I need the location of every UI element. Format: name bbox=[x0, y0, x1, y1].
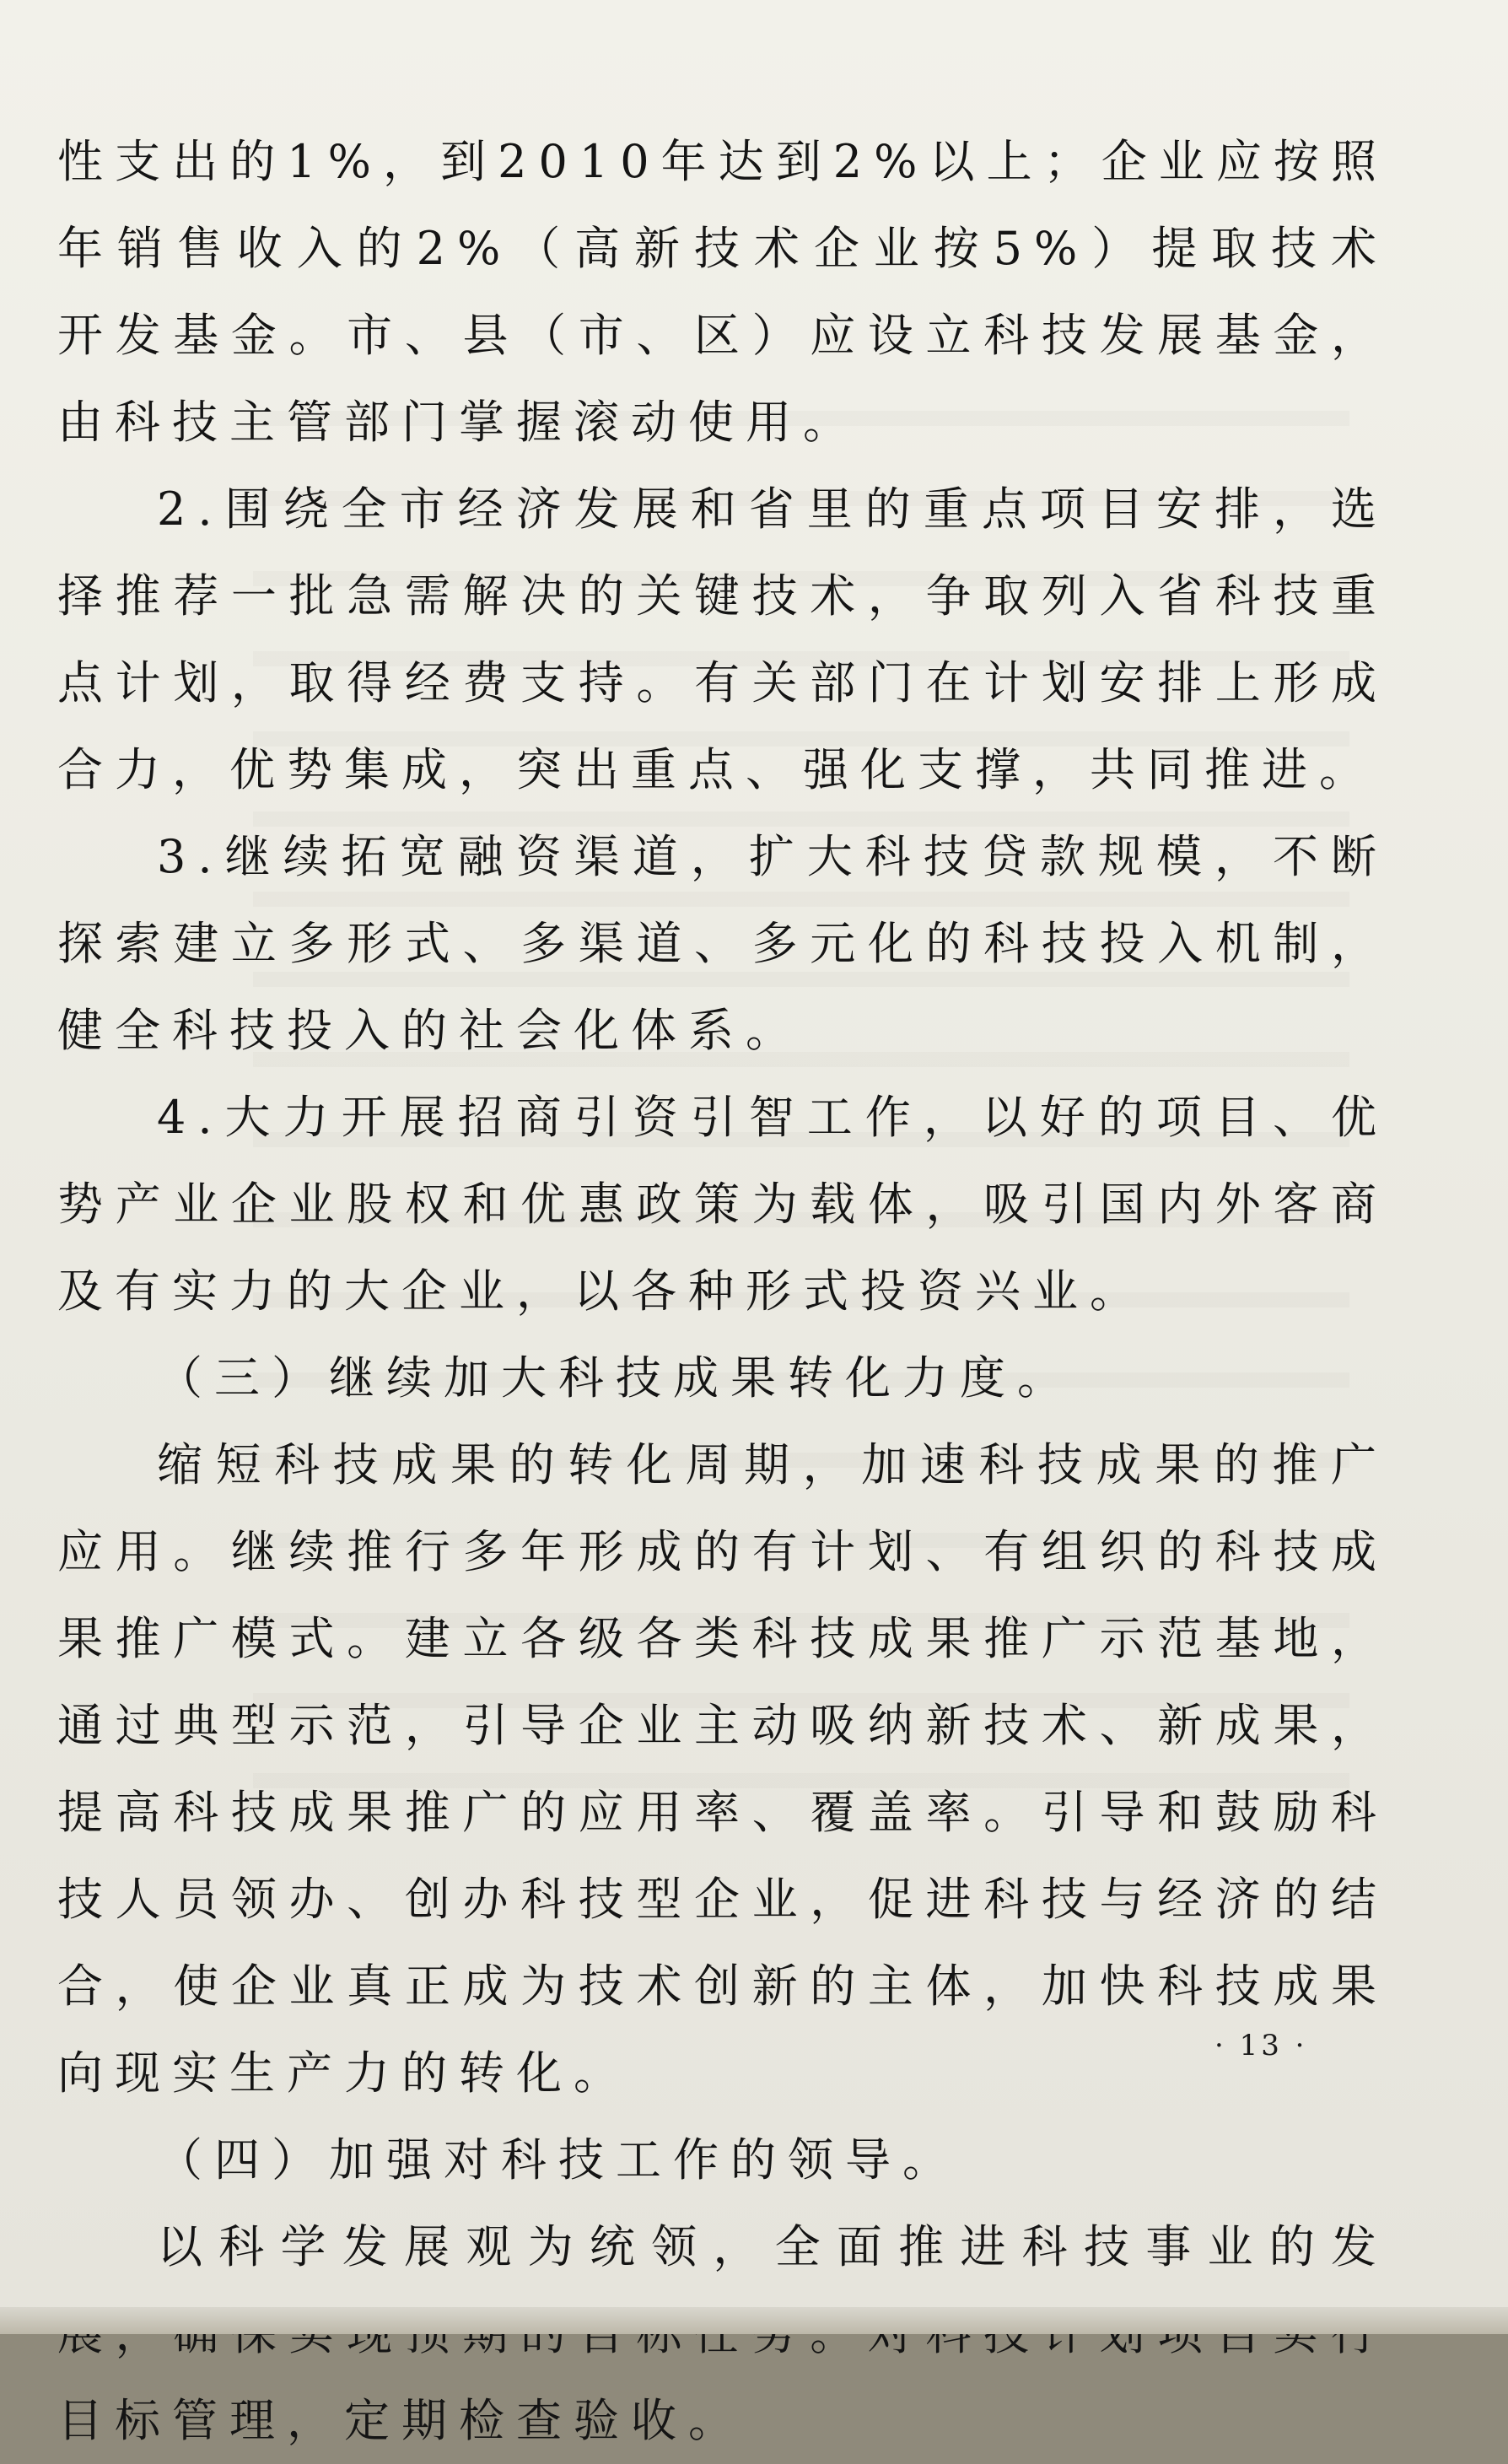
paragraph-funding-continued: 性支出的1%，到2010年达到2%以上；企业应按照年销售收入的2%（高新技术企业按5%）提取技术开发基金。市、县（市、区）应设立科技发展基金，由科技主管部门掌握滚动使用。 bbox=[57, 135, 1388, 449]
section-heading-3: （三）继续加大科技成果转化力度。 bbox=[157, 1351, 1074, 1405]
paragraph-item-3: 3.继续拓宽融资渠道，扩大科技贷款规模，不断探索建立多形式、多渠道、多元化的科技投入机制，健全科技投入的社会化体系。 bbox=[57, 830, 1388, 1057]
paragraph-transformation: 缩短科技成果的转化周期，加速科技成果的推广应用。继续推行多年形成的有计划、有组织的科技成果推广模式。建立各级各类科技成果推广示范基地，通过典型示范，引导企业主动吸纳新技术、新成果，提高科技成果推广的应用率、覆盖率。引导和鼓励科技人员领办、创办科技型企业，促进科技与经济的结合，使企业真正成为技术创新的主体，加快科技成果向现实生产力的转化。 bbox=[57, 1438, 1388, 2100]
body-text bbox=[57, 118, 1388, 2464]
paragraph-item-4: 4.大力开展招商引资引智工作，以好的项目、优势产业企业股权和优惠政策为载体，吸引国内外客商及有实力的大企业，以各种形式投资兴业。 bbox=[57, 1091, 1388, 1318]
section-heading-4: （四）加强对科技工作的领导。 bbox=[157, 2133, 960, 2186]
paragraph-item-2: 2.围绕全市经济发展和省里的重点项目安排，选择推荐一批急需解决的关键技术，争取列入省科技重点计划，取得经费支持。有关部门在计划安排上形成合力，优势集成，突出重点、强化支撑，共同推进。 bbox=[57, 483, 1388, 796]
page-number: · 13 · bbox=[1214, 2029, 1308, 2062]
page-bottom-edge bbox=[0, 2307, 1508, 2334]
paragraph-leadership: 以科学发展观为统领，全面推进科技事业的发 目标管理，定期检查验收。 bbox=[57, 2220, 1388, 2447]
